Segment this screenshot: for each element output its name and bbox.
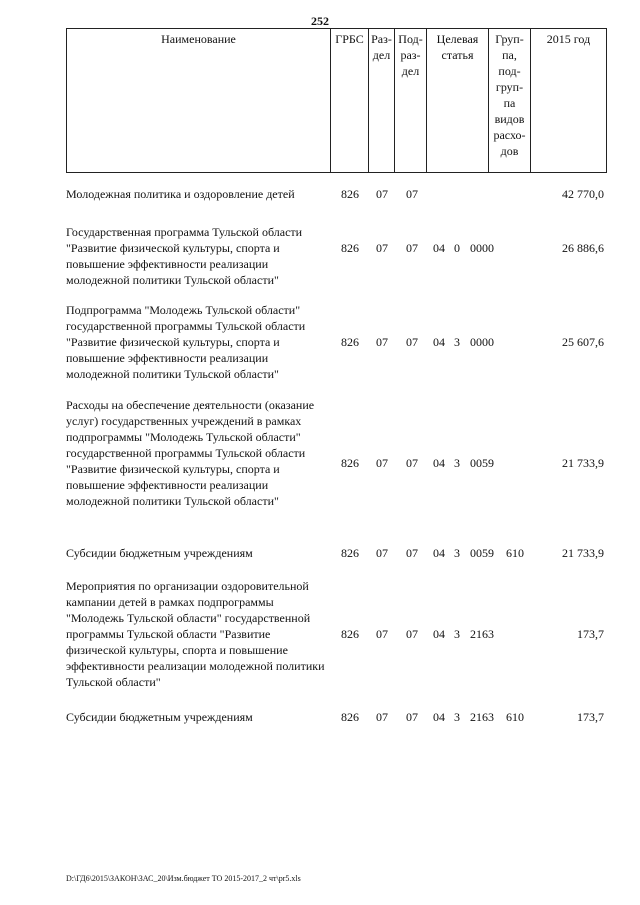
row-razdel: 07 <box>376 710 388 724</box>
row-target-direction: 2163 <box>470 627 494 641</box>
row-amount: 21 733,9 <box>562 456 604 470</box>
row-podrazdel: 07 <box>406 710 418 724</box>
header-podrazdel: Под- раз- дел <box>395 29 427 173</box>
row-target-program: 04 <box>433 335 445 349</box>
row-razdel: 07 <box>376 187 388 201</box>
table-header <box>66 28 607 173</box>
row-razdel: 07 <box>376 627 388 641</box>
row-amount: 21 733,9 <box>562 546 604 560</box>
row-grbs: 826 <box>341 710 359 724</box>
row-podrazdel: 07 <box>406 456 418 470</box>
row-name: Молодежная политика и оздоровление детей <box>66 187 295 201</box>
row-grbs: 826 <box>341 627 359 641</box>
row-target-subprogram: 3 <box>454 710 460 724</box>
row-grbs: 826 <box>341 456 359 470</box>
row-grbs: 826 <box>341 546 359 560</box>
row-target-subprogram: 3 <box>454 456 460 470</box>
row-name: Субсидии бюджетным учреждениям <box>66 546 253 560</box>
row-amount: 173,7 <box>577 627 604 641</box>
header-expense-group: Груп- па, под- груп- па видов расхо- дов <box>489 29 531 173</box>
header-year-2015: 2015 год <box>531 29 607 173</box>
row-target-program: 04 <box>433 241 445 255</box>
row-target-subprogram: 0 <box>454 241 460 255</box>
row-target-subprogram: 3 <box>454 335 460 349</box>
table-row <box>66 545 606 561</box>
table-row <box>66 578 606 690</box>
row-razdel: 07 <box>376 546 388 560</box>
row-target-direction: 0059 <box>470 456 494 470</box>
row-amount: 42 770,0 <box>562 187 604 201</box>
header-target-article: Целевая статья <box>427 29 489 173</box>
row-grbs: 826 <box>341 335 359 349</box>
file-path-footer: D:\ГД6\2015\ЗАКОН\ЗАС_20\Изм.бюджет ТО 2015-2017_2 чт\pr5.xls <box>66 874 301 883</box>
table-row <box>66 397 606 525</box>
row-expense-group: 610 <box>506 710 524 724</box>
row-expense-group: 610 <box>506 546 524 560</box>
row-amount: 173,7 <box>577 710 604 724</box>
page-number: 252 <box>311 14 329 28</box>
row-target-program: 04 <box>433 546 445 560</box>
row-amount: 26 886,6 <box>562 241 604 255</box>
table-row <box>66 186 606 202</box>
row-target-direction: 0000 <box>470 241 494 255</box>
row-amount: 25 607,6 <box>562 335 604 349</box>
row-name: Расходы на обеспечение деятельности (оказание услуг) государственных учреждений в рамках подпрограммы "Молодежь Тульской области" государственной программы Тульской области "Развитие физической культуры, спорта и повышение эффективности реализации молодежной политики Тульской области" <box>66 398 315 508</box>
row-name: Подпрограмма "Молодежь Тульской области" государственной программы Тульской области "Развитие физической культуры, спорта и повышение эффективности реализации молодежной политики Тульской области" <box>66 303 306 381</box>
row-target-subprogram: 3 <box>454 546 460 560</box>
row-podrazdel: 07 <box>406 546 418 560</box>
header-grbs: ГРБС <box>331 29 369 173</box>
row-target-program: 04 <box>433 627 445 641</box>
table-row <box>66 302 606 382</box>
row-podrazdel: 07 <box>406 187 418 201</box>
row-target-program: 04 <box>433 710 445 724</box>
table-row <box>66 224 606 288</box>
row-target-direction: 2163 <box>470 710 494 724</box>
row-grbs: 826 <box>341 187 359 201</box>
table-row <box>66 709 606 725</box>
row-podrazdel: 07 <box>406 241 418 255</box>
row-name: Государственная программа Тульской области "Развитие физической культуры, спорта и повышение эффективности реализации молодежной политики Тульской области" <box>66 225 303 287</box>
header-name: Наименование <box>67 29 331 173</box>
row-target-program: 04 <box>433 456 445 470</box>
row-podrazdel: 07 <box>406 627 418 641</box>
row-razdel: 07 <box>376 456 388 470</box>
row-target-subprogram: 3 <box>454 627 460 641</box>
row-podrazdel: 07 <box>406 335 418 349</box>
row-grbs: 826 <box>341 241 359 255</box>
row-razdel: 07 <box>376 241 388 255</box>
row-razdel: 07 <box>376 335 388 349</box>
row-name: Мероприятия по организации оздоровительной кампании детей в рамках подпрограммы "Молодежь Тульской области" государственной программы Тульской области "Развитие физической культуры, спорта и повышение эффективности реализации молодежной политики Тульской области" <box>66 579 325 689</box>
row-name: Субсидии бюджетным учреждениям <box>66 710 253 724</box>
row-target-direction: 0000 <box>470 335 494 349</box>
header-razdel: Раз- дел <box>369 29 395 173</box>
row-target-direction: 0059 <box>470 546 494 560</box>
